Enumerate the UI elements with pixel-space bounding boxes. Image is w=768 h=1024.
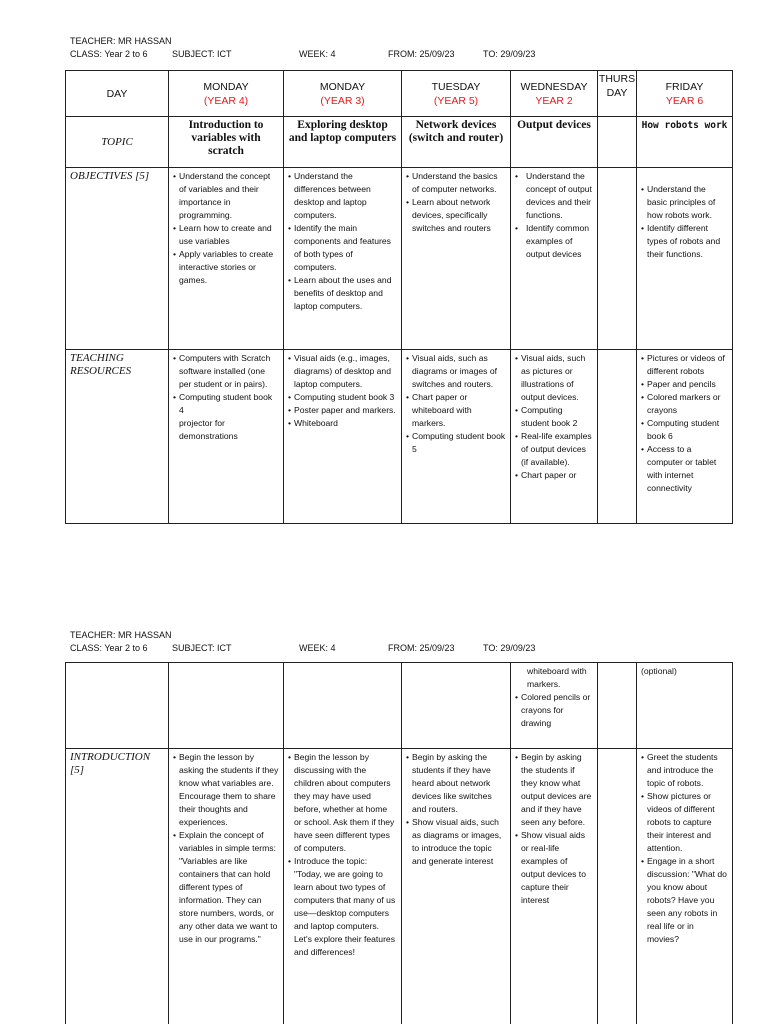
bullet-item: • Explain the concept of variables in simple terms: "Variables are like containers that can hold different types of information. They can store numbers, words, or any other data we want to use in our programs.": [173, 829, 279, 946]
bullet-item: • Understand the concept of output devices and their functions.: [515, 170, 593, 222]
bullet-item: • Show pictures or videos of different robots to capture their interest and attention.: [641, 790, 728, 855]
year-label: (YEAR 3): [320, 94, 365, 107]
introduction-monday-y3: [284, 749, 402, 1024]
bullet-list: [288, 751, 397, 959]
bullet-item: • Chart paper or: [515, 469, 593, 482]
introduction-wednesday: [511, 749, 598, 1024]
bullet-list: [288, 170, 397, 313]
bullet-item: • Learn how to create and use variables: [173, 222, 279, 248]
continued-monday-y3: [284, 663, 402, 749]
bullet-item: • Colored pencils or crayons for drawing: [515, 691, 593, 730]
bullet-item: • Identify different types of robots and their functions.: [641, 222, 728, 261]
day-row: [66, 71, 733, 117]
bullet-list: [173, 352, 279, 417]
bullet-list: [641, 751, 728, 946]
bullet-list: [406, 170, 506, 235]
teacher-label: TEACHER: MR HASSAN: [70, 630, 172, 640]
introduction-thursday: [598, 749, 637, 1024]
topic-monday-y3: Exploring desktop and laptop computers: [284, 117, 402, 168]
bullet-item: • Show visual aids, such as diagrams or images, to introduce the topic and generate interest: [406, 816, 506, 868]
to-date: TO: 29/09/23: [483, 49, 536, 59]
bullet-list: [515, 170, 593, 261]
continued-text: (optional): [641, 666, 677, 676]
year-label: (YEAR 5): [433, 94, 479, 107]
introduction-row: [66, 749, 733, 1024]
topic-friday: How robots work: [637, 117, 733, 168]
year-label: YEAR 6: [665, 94, 704, 107]
day-name-cont: DAY: [606, 87, 628, 99]
bullet-list: [515, 352, 593, 482]
bullet-list: [641, 352, 728, 495]
week-label: WEEK: 4: [299, 643, 336, 653]
topic-monday-y4: Introduction to variables with scratch: [169, 117, 284, 168]
bullet-list: [406, 751, 506, 868]
bullet-list: [173, 751, 279, 946]
day-wednesday-y2: [511, 71, 598, 117]
resources-continued-row: [66, 663, 733, 749]
bullet-item: • Understand the basic principles of how robots work.: [641, 183, 728, 222]
bullet-item: • Computing student book 3: [288, 391, 397, 404]
from-date: FROM: 25/09/23: [388, 643, 455, 653]
bullet-item: • Show visual aids or real-life examples of output devices to capture their interest: [515, 829, 593, 907]
bullet-item: • Visual aids, such as diagrams or images of switches and routers.: [406, 352, 506, 391]
bullet-list: [641, 183, 728, 261]
resources-thursday: [598, 350, 637, 524]
bullet-item: • Learn about the uses and benefits of desktop and laptop computers.: [288, 274, 397, 313]
year-label: YEAR 2: [535, 94, 573, 107]
class-label: CLASS: Year 2 to 6: [70, 49, 148, 59]
bullet-item: • Access to a computer or tablet with internet connectivity: [641, 443, 728, 495]
resources-tuesday: [402, 350, 511, 524]
bullet-item: • Real-life examples of output devices (if available).: [515, 430, 593, 469]
to-date: TO: 29/09/23: [483, 643, 536, 653]
bullet-item: • Introduce the topic: "Today, we are going to learn about two types of computers that many of us use—desktop computers and laptop computers. Let's explore their features and differences!: [288, 855, 397, 959]
continued-friday: [637, 663, 733, 749]
bullet-item: • Poster paper and markers.: [288, 404, 397, 417]
from-date: FROM: 25/09/23: [388, 49, 455, 59]
continued-label-cell: [66, 663, 169, 749]
teacher-label: TEACHER: MR HASSAN: [70, 36, 172, 46]
bullet-item: • Greet the students and introduce the topic of robots.: [641, 751, 728, 790]
day-name: THURS: [598, 73, 636, 85]
objectives-thursday: [598, 168, 637, 350]
topic-tuesday: Network devices (switch and router): [402, 117, 511, 168]
bullet-list: [288, 352, 397, 430]
bullet-item: • Understand the concept of variables and their importance in programming.: [173, 170, 279, 222]
resources-wednesday: [511, 350, 598, 524]
continued-monday-y4: [169, 663, 284, 749]
day-name: TUESDAY: [431, 80, 481, 93]
day-tuesday-y5: [402, 71, 511, 117]
introduction-friday: [637, 749, 733, 1024]
bullet-item: • Computing student book 4: [173, 391, 279, 417]
bullet-item: • Begin the lesson by asking the students if they know what variables are. Encourage them to share their thoughts and experiences.: [173, 751, 279, 829]
bullet-item: • Engage in a short discussion: "What do you know about robots? Have you seen any robots in real life or in movies?: [641, 855, 728, 946]
bullet-item: • Learn about network devices, specifically switches and routers: [406, 196, 506, 235]
bullet-list: [406, 352, 506, 456]
bullet-item: • Colored markers or crayons: [641, 391, 728, 417]
objectives-tuesday: [402, 168, 511, 350]
day-friday-y6: [637, 71, 733, 117]
continued-wednesday: [511, 663, 598, 749]
bullet-item: • Apply variables to create interactive stories or games.: [173, 248, 279, 287]
topic-label: TOPIC: [66, 117, 169, 168]
day-name: MONDAY: [203, 80, 249, 93]
topic-row: [66, 117, 733, 168]
bullet-item: • Chart paper or whiteboard with markers.: [406, 391, 506, 430]
introduction-label: INTRODUCTION [5]: [66, 749, 169, 1024]
subject-label: SUBJECT: ICT: [172, 49, 232, 59]
continued-text: whiteboard with markers.: [527, 666, 587, 689]
bullet-item: • Computing student book 2: [515, 404, 593, 430]
resources-extra-text: projector for demonstrations: [179, 418, 238, 441]
week-label: WEEK: 4: [299, 49, 336, 59]
objectives-friday: [637, 168, 733, 350]
resources-row: [66, 350, 733, 524]
resources-friday: [637, 350, 733, 524]
bullet-item: • Visual aids (e.g., images, diagrams) of desktop and laptop computers.: [288, 352, 397, 391]
objectives-monday-y4: [169, 168, 284, 350]
day-name: MONDAY: [319, 80, 366, 93]
bullet-item: • Computing student book 5: [406, 430, 506, 456]
continued-tuesday: [402, 663, 511, 749]
day-monday-y4: [169, 71, 284, 117]
resources-label: TEACHING RESOURCES: [66, 350, 169, 524]
day-label: DAY: [66, 71, 169, 117]
introduction-monday-y4: [169, 749, 284, 1024]
topic-thursday: [598, 117, 637, 168]
resources-monday-y3: [284, 350, 402, 524]
year-label: (YEAR 4): [203, 94, 249, 107]
bullet-item: • Pictures or videos of different robots: [641, 352, 728, 378]
objectives-row: [66, 168, 733, 350]
topic-wednesday: Output devices: [511, 117, 598, 168]
lesson-plan-table-page2: [65, 662, 733, 1024]
continued-thursday: [598, 663, 637, 749]
day-name: FRIDAY: [665, 80, 704, 93]
bullet-item: • Whiteboard: [288, 417, 397, 430]
bullet-list: [173, 170, 279, 287]
introduction-tuesday: [402, 749, 511, 1024]
bullet-item: • Begin the lesson by discussing with the children about computers they may have used before, whether at home or school. Ask them if they have seen different types of computers.: [288, 751, 397, 855]
bullet-item: • Begin by asking the students if they have heard about network devices like switches and routers.: [406, 751, 506, 816]
bullet-item: • Visual aids, such as pictures or illustrations of output devices.: [515, 352, 593, 404]
objectives-monday-y3: [284, 168, 402, 350]
objectives-wednesday: [511, 168, 598, 350]
resources-monday-y4: [169, 350, 284, 524]
objectives-label: OBJECTIVES [5]: [66, 168, 169, 350]
bullet-item: • Identify common examples of output devices: [515, 222, 593, 261]
day-name: WEDNESDAY: [520, 80, 588, 93]
bullet-item: • Computers with Scratch software installed (one per student or in pairs).: [173, 352, 279, 391]
day-monday-y3: [284, 71, 402, 117]
day-thursday: [598, 71, 637, 117]
bullet-item: • Paper and pencils: [641, 378, 728, 391]
bullet-item: • Begin by asking the students if they know what output devices are and if they have seen any before.: [515, 751, 593, 829]
bullet-item: • Understand the basics of computer networks.: [406, 170, 506, 196]
bullet-list: [515, 691, 593, 730]
bullet-list: [515, 751, 593, 907]
subject-label: SUBJECT: ICT: [172, 643, 232, 653]
bullet-item: • Understand the differences between desktop and laptop computers.: [288, 170, 397, 222]
class-label: CLASS: Year 2 to 6: [70, 643, 148, 653]
bullet-item: • Computing student book 6: [641, 417, 728, 443]
lesson-plan-table-page1: [65, 70, 733, 524]
bullet-item: • Identify the main components and features of both types of computers.: [288, 222, 397, 274]
